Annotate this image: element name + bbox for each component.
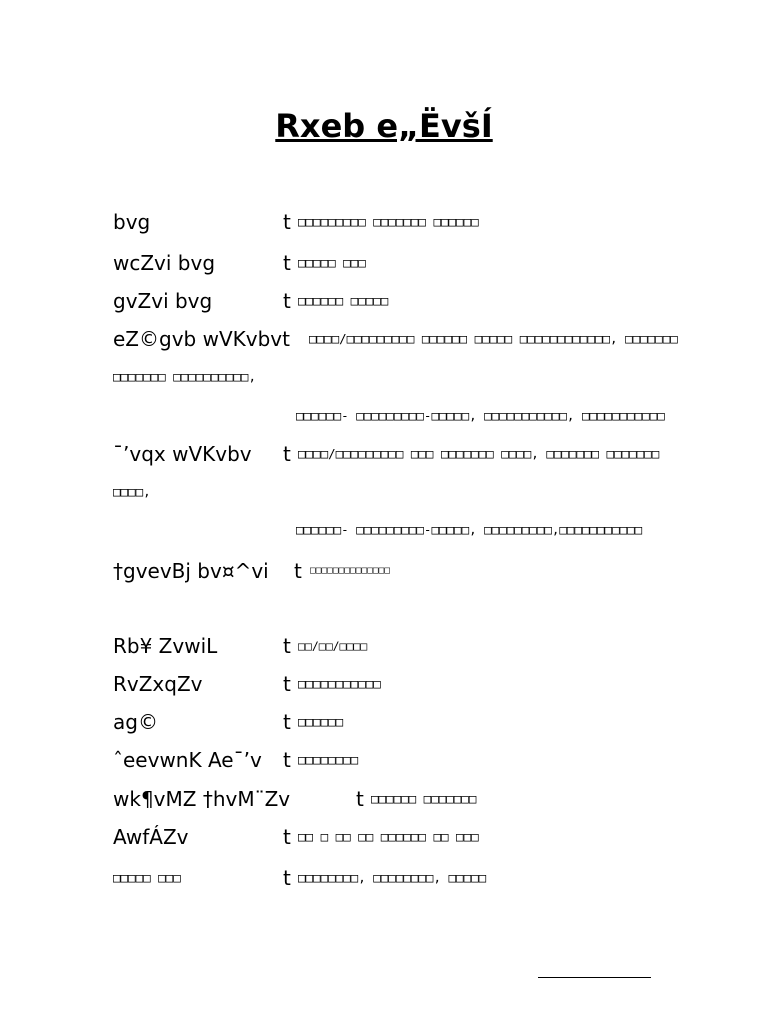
marital-status-value: □□□□□□□□ (298, 752, 359, 767)
father-name-value: □□□□□ □□□ (298, 255, 366, 270)
present-address-value: □□□□/□□□□□□□□□ □□□□□□ □□□□□ □□□□□□□□□□□□, □□□□□□□ (309, 331, 678, 346)
present-address-value-line3: □□□□□□- □□□□□□□□□-□□□□□, □□□□□□□□□□□, □□□□□□□□□□□ (296, 408, 665, 423)
religion-label: ag© (113, 710, 158, 734)
row-mother-name (0, 288, 768, 314)
mother-name-label: gvZvi bvg (113, 289, 213, 313)
row-permanent-address-cont2 (0, 517, 768, 543)
experience-value: □□ □ □□ □□ □□□□□□ □□ □□□ (298, 829, 479, 844)
permanent-address-value-line3: □□□□□□- □□□□□□□□□-□□□□□, □□□□□□□□□,□□□□□□□□□□□ (296, 522, 643, 537)
father-name-separator: t (283, 251, 291, 275)
name-value: □□□□□□□□□ □□□□□□□ □□□□□□ (298, 214, 479, 229)
mobile-label: †gvevBj bv¤^vi (113, 559, 269, 583)
name-label: bvg (113, 210, 151, 234)
permanent-address-value: □□□□/□□□□□□□□□ □□□ □□□□□□□ □□□□, □□□□□□□ □□□□□□□ (298, 446, 660, 461)
row-present-address-cont (0, 364, 768, 390)
nationality-value: □□□□□□□□□□□ (298, 676, 381, 691)
marital-status-label: ˆeevwnK Ae¯’v (113, 748, 262, 772)
education-label: wk¶vMZ †hvM¨Zv (113, 787, 291, 811)
religion-separator: t (283, 710, 291, 734)
education-value: □□□□□□ □□□□□□□ (371, 791, 477, 806)
extra-label: □□□□□ □□□ (113, 870, 181, 885)
extra-separator: t (283, 866, 291, 890)
mother-name-value: □□□□□□ □□□□□ (298, 293, 389, 308)
document-title: Rxeb e„ËvšÍ (275, 107, 493, 145)
row-marital-status (0, 747, 768, 773)
date-of-birth-separator: t (283, 634, 291, 658)
date-of-birth-label: Rb¥ ZvwiL (113, 634, 218, 658)
permanent-address-label: ¯’vqx wVKvbv (113, 442, 252, 466)
education-separator: t (356, 787, 364, 811)
date-of-birth-value: □□/□□/□□□□ (298, 639, 368, 653)
marital-status-separator: t (283, 748, 291, 772)
mobile-separator: t (294, 559, 302, 583)
row-nationality (0, 671, 768, 697)
present-address-value-line2: □□□□□□□ □□□□□□□□□□, (113, 369, 256, 384)
permanent-address-value-line2: □□□□, (113, 484, 151, 499)
name-separator: t (283, 210, 291, 234)
row-experience (0, 824, 768, 850)
permanent-address-separator: t (283, 442, 291, 466)
experience-label: AwfÁZv (113, 825, 189, 849)
present-address-label: eZ©gvb wVKvbvt (113, 327, 290, 351)
row-permanent-address (0, 441, 768, 467)
nationality-separator: t (283, 672, 291, 696)
experience-separator: t (283, 825, 291, 849)
row-permanent-address-cont (0, 479, 768, 505)
row-mobile (0, 558, 768, 584)
father-name-label: wcZvi bvg (113, 251, 216, 275)
religion-value: □□□□□□ (298, 714, 344, 729)
row-present-address (0, 326, 768, 352)
row-extra (0, 865, 768, 891)
mother-name-separator: t (283, 289, 291, 313)
row-education (0, 786, 768, 812)
mobile-value: □□□□□□□□□□□□□□ (310, 565, 391, 576)
row-date-of-birth (0, 633, 768, 659)
nationality-label: RvZxqZv (113, 672, 203, 696)
row-name (0, 209, 768, 235)
row-religion (0, 709, 768, 735)
signature-line (538, 977, 651, 978)
row-father-name (0, 250, 768, 276)
row-present-address-cont2 (0, 403, 768, 429)
extra-value: □□□□□□□□, □□□□□□□□, □□□□□ (298, 870, 487, 885)
